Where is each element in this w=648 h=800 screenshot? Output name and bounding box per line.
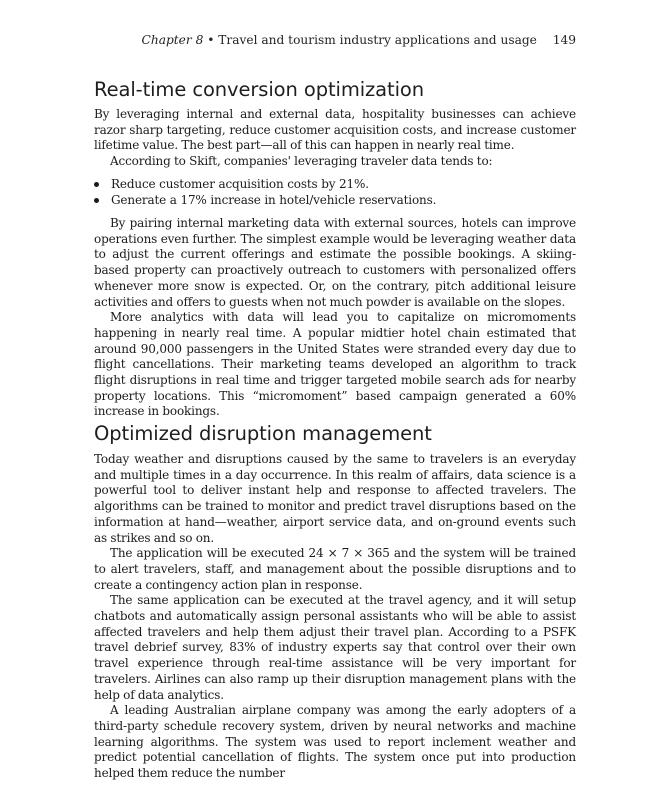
bullet-list [94,177,576,208]
list-item: Reduce customer acquisition costs by 21%. [94,177,576,193]
paragraph: Today weather and disruptions caused by the same to travelers is an everyday and multiple times in a day occurrence. In this realm of affairs, data science is a powerful tool to deliver instant help and response to affected travelers. The algorithms can be trained to monitor and predict travel disruptions based on the information at hand—weather, airport service data, and on-ground events such as strikes and so on. [94,452,576,545]
chapter-title: Travel and tourism industry applications and usage [218,33,537,47]
bullet-icon [94,182,99,187]
paragraph: More analytics with data will lead you to capitalize on micromoments happening in nearly real time. A popular midtier hotel chain estimated that around 90,000 passengers in the United States were stranded every day due to flight cancellations. Their marketing teams developed an algorithm to track flight disruptions in real time and trigger targeted mobile search ads for nearby property locations. This “micromoment” based campaign generated a 60% increase in bookings. [94,310,576,419]
paragraph: By pairing internal marketing data with external sources, hotels can improve operations even further. The simplest example would be leveraging weather data to adjust the current offerings and estimate the possible bookings. A skiing-based property can proactively outreach to customers with personalized offers whenever more snow is expected. Or, on the contrary, pitch additional leisure activities and offers to guests when not much powder is available on the slopes. [94,216,576,309]
header-separator: • [207,33,215,47]
page-number: 149 [552,33,576,47]
paragraph: The same application can be executed at the travel agency, and it will setup chatbots and automatically assign personal assistants who will be able to assist affected travelers and help them adjust their travel plan. According to a PSFK travel debrief survey, 83% of industry experts say that control over their own travel experience through real-time assistance will be very important for travelers. Airlines can also ramp up their disruption management plans with the help of data analytics. [94,593,576,702]
running-header [94,31,576,49]
section-conversion-body-cont [94,216,576,420]
bullet-icon [94,198,99,203]
section-heading-disruption: Optimized disruption management [94,422,432,445]
paragraph: By leveraging internal and external data, hospitality businesses can achieve razor sharp targeting, reduce customer acquisition costs, and increase customer lifetime value. The best part—all of this can happen in nearly real time. [94,107,576,153]
list-item: Generate a 17% increase in hotel/vehicle reservations. [94,193,576,209]
paragraph: According to Skift, companies' leveraging traveler data tends to: [110,154,493,169]
section-disruption-body [94,452,576,782]
section-conversion-body [94,107,576,170]
section-heading-conversion: Real-time conversion optimization [94,78,424,101]
paragraph: A leading Australian airplane company was among the early adopters of a third-party schedule recovery system, driven by neural networks and machine learning algorithms. The system was used to report inclement weather and predict potential cancellation of flights. The system once put into production helped them reduce the number [94,703,576,781]
chapter-label: Chapter 8 [141,33,204,47]
paragraph: The application will be executed 24 × 7 × 365 and the system will be trained to alert travelers, staff, and management about the possible disruptions and to create a contingency action plan in response. [94,546,576,592]
